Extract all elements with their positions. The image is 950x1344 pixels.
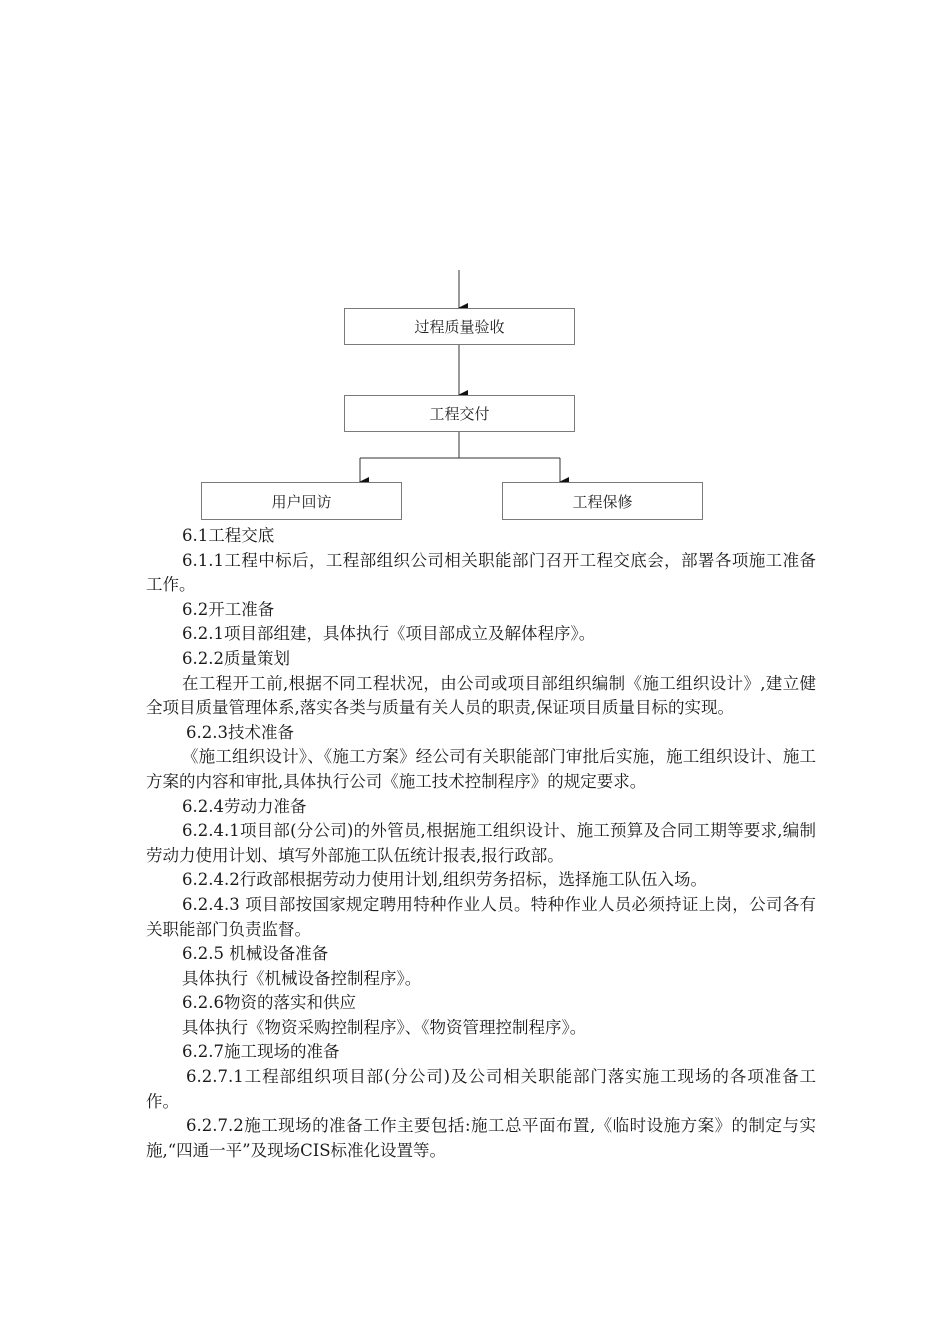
flow-box-customer-visit [201,482,402,520]
paragraph: 6.1.1工程中标后，工程部组织公司相关职能部门召开工程交底会，部署各项施工准备工作。 [146,550,816,595]
section-heading: 6.2.3技术准备 [186,722,294,742]
section-heading: 6.2.6物资的落实和供应 [182,993,356,1013]
paragraph: 6.2.4.2行政部根据劳动力使用计划,组织劳务招标，选择施工队伍入场。 [182,870,707,890]
flow-box-label: 用户回访 [271,492,332,511]
paragraph: 6.2.4.3 项目部按国家规定聘用特种作业人员。特种作业人员必须持证上岗，公司各有关职能部门负责监督。 [146,894,816,939]
flowchart-connectors [0,0,950,530]
section-heading: 6.1工程交底 [182,526,275,545]
paragraph: 6.2.4.1项目部(分公司)的外管员,根据施工组织设计、施工预算及合同工期等要求,编制劳动力使用计划、填写外部施工队伍统计报表,报行政部。 [146,821,816,865]
flow-box-warranty [502,482,703,520]
flow-box-project-delivery [344,395,575,432]
section-heading: 6.2.5 机械设备准备 [182,944,329,964]
paragraph: 在工程开工前,根据不同工程状况，由公司或项目部组织编制《施工组织设计》,建立健全项目质量管理体系,落实各类与质量有关人员的职责,保证项目质量目标的实现。 [146,673,816,718]
section-heading: 6.2.7施工现场的准备 [182,1042,340,1062]
flow-box-label: 工程交付 [429,405,490,423]
paragraph: 《施工组织设计》、《施工方案》经公司有关职能部门审批后实施，施工组织设计、施工方案的内容和审批,具体执行公司《施工技术控制程序》的规定要求。 [146,747,816,791]
section-heading: 6.2.4劳动力准备 [182,796,307,816]
paragraph: 6.2.1项目部组建，具体执行《项目部成立及解体程序》。 [182,624,596,644]
section-heading: 6.2.2质量策划 [182,648,290,668]
flow-box-process-acceptance [344,308,575,345]
section-heading: 6.2开工准备 [182,599,275,619]
paragraph: 6.2.7.2施工现场的准备工作主要包括:施工总平面布置,《临时设施方案》的制定与实施,“四通一平”及现场CIS标准化设置等。 [146,1116,816,1160]
flow-box-label: 工程保修 [572,492,633,511]
document-body [146,524,816,1163]
flow-box-label: 过程质量验收 [414,318,505,336]
paragraph: 6.2.7.1工程部组织项目部(分公司)及公司相关职能部门落实施工现场的各项准备工作。 [146,1067,816,1111]
paragraph: 具体执行《机械设备控制程序》。 [182,968,422,988]
paragraph: 具体执行《物资采购控制程序》、《物资管理控制程序》。 [182,1017,587,1037]
